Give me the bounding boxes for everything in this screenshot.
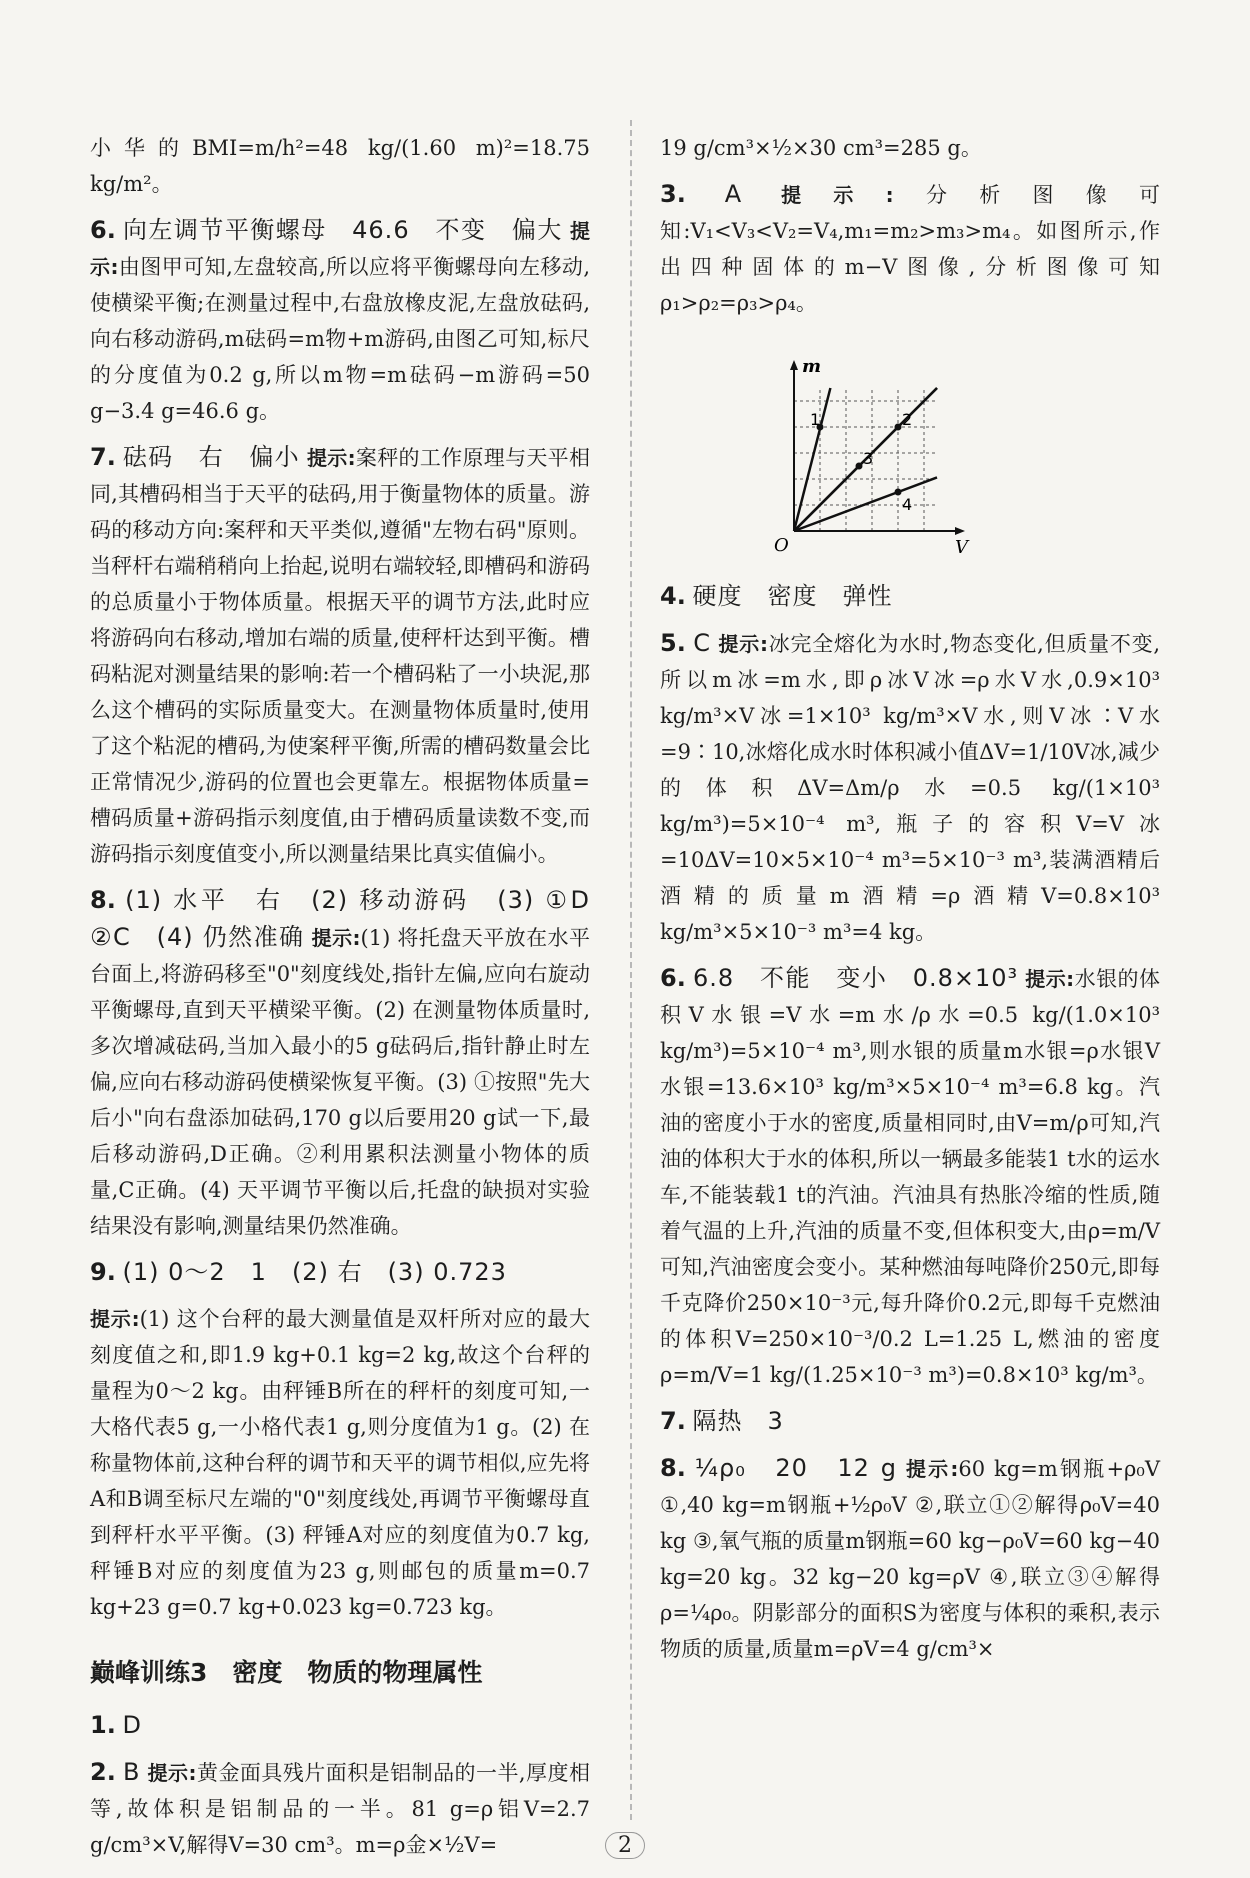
hint-label: 提示:	[90, 219, 590, 279]
hint-label: 提示:	[147, 1761, 197, 1785]
data-point-3	[856, 463, 863, 470]
question-answer: D	[122, 1711, 142, 1739]
question-answer: 砝码 右 偏小	[122, 443, 300, 471]
hint-label: 提示:	[718, 632, 768, 656]
left-paragraph-4	[90, 1254, 590, 1291]
question-number: 8.	[660, 1454, 686, 1482]
question-answer: 6.8 不能 变小 0.8×10³	[692, 964, 1019, 992]
question-answer: (1) 0～2 1 (2) 右 (3) 0.723	[122, 1258, 507, 1286]
hint-text: 案秤的工作原理与天平相同,其槽码相当于天平的砝码,用于衡量物体的质量。游码的移动方向:案秤和天平类似,遵循"左物右码"原则。当秤杆右端稍稍向上抬起,说明右端较轻,即槽码和游码的总质量小于物体质量。根据天平的调节方法,此时应将游码向右移动,增加右端的质量,使秤杆达到平衡。槽码粘泥对测量结果的影响:若一个槽码粘了一小块泥,那么这个槽码的实际质量变大。在测量物体质量时,使用了这个粘泥的槽码,为使案秤平衡,所需的槽码数量会比正常情况少,游码的位置也会更靠左。根据物体质量=槽码质量+游码指示刻度值,由于槽码质量读数不变,而游码指示刻度值变小,所以测量结果比真实值偏小。	[90, 446, 590, 866]
question-number: 2.	[90, 1758, 116, 1786]
question-answer: 隔热 3	[692, 1407, 784, 1435]
section-title: 巅峰训练3 密度 物质的物理属性	[90, 1658, 483, 1687]
question-number: 6.	[660, 964, 686, 992]
left-column	[90, 130, 590, 1873]
question-answer: B	[122, 1758, 141, 1786]
y-axis-arrow	[790, 360, 798, 370]
question-number: 1.	[90, 1711, 116, 1739]
hint-label: 提示:	[90, 1307, 140, 1331]
data-point-4	[895, 489, 902, 496]
question-number: 3.	[660, 180, 686, 208]
y-axis-label: m	[802, 356, 822, 377]
data-point-label-3: 3	[863, 449, 874, 468]
x-axis-label: V	[955, 537, 968, 558]
data-point-label-2: 2	[902, 410, 913, 429]
hint-text: 分析图像可知:V₁<V₃<V₂=V₄,m₁=m₂>m₃>m₄。如图所示,作出四种固体的m−V图像,分析图像可知ρ₁>ρ₂=ρ₃>ρ₄。	[660, 183, 1161, 315]
right-paragraph-1	[660, 176, 1160, 321]
question-number: 9.	[90, 1258, 116, 1286]
data-point-label-1: 1	[810, 410, 821, 429]
origin-label: O	[774, 535, 789, 556]
left-paragraph-5	[90, 1301, 590, 1625]
question-number: 5.	[660, 629, 686, 657]
paragraph-text: 19 g/cm³×½×30 cm³=285 g。	[660, 136, 982, 160]
left-paragraph-2	[90, 439, 590, 872]
hint-label: 提示:	[905, 1457, 959, 1481]
hint-label: 提示:	[306, 446, 356, 470]
left-paragraph-3	[90, 882, 590, 1244]
paragraph-text: 小华的BMI=m/h²=48 kg/(1.60 m)²=18.75 kg/m²。	[90, 136, 590, 196]
hint-text: 水银的体积V水银=V水=m水/ρ水=0.5 kg/(1.0×10³ kg/m³)=5×10⁻⁴ m³,则水银的质量m水银=ρ水银V水银=13.6×10³ kg/m³×5×10⁻⁴ m³=6.8 kg。汽油的密度小于水的密度,质量相同时,由V=m/ρ可知,汽油的体积大于水的体积,所以一辆最多能装1 t水的运水车,不能装载1 t的汽油。汽油具有热胀冷缩的性质,随着气温的上升,汽油的质量不变,但体积变大,由ρ=m/V可知,汽油密度会变小。某种燃油每吨降价250元,即每千克降价250×10⁻³元,每升降价0.2元,即每千克燃油的体积V=250×10⁻³/0.2 L=1.25 L,燃油的密度ρ=m/V=1 kg/(1.25×10⁻³ m³)=0.8×10³ kg/m³。	[660, 967, 1160, 1387]
hint-label: 提示:	[781, 183, 894, 207]
data-point-label-4: 4	[902, 495, 913, 514]
question-number: 4.	[660, 582, 686, 610]
left-paragraph-1	[90, 212, 590, 429]
hint-label: 提示:	[1025, 967, 1075, 991]
hint-text: (1) 将托盘天平放在水平台面上,将游码移至"0"刻度线处,指针左偏,应向右旋动平衡螺母,直到天平横梁平衡。(2) 在测量物体质量时,多次增减砝码,当加入最小的5 g砝码后,指针静止时左偏,应向右移动游码使横梁恢复平衡。(3) ①按照"先大后小"向右盘添加砝码,170 g以后要用20 g试一下,最后移动游码,D正确。②利用累积法测量小物体的质量,C正确。(4) 天平调节平衡以后,托盘的缺损对实验结果没有影响,测量结果仍然准确。	[90, 926, 590, 1238]
section-item-0	[90, 1707, 590, 1744]
right-paragraph-3	[660, 625, 1160, 950]
question-answer: C	[693, 629, 712, 657]
page-number: 2	[605, 1832, 645, 1859]
question-number: 8.	[90, 886, 116, 914]
question-answer: 向左调节平衡螺母 46.6 不变 偏大	[122, 216, 563, 244]
right-column	[660, 130, 1160, 1677]
column-divider	[630, 120, 632, 1820]
question-answer: 硬度 密度 弹性	[692, 582, 893, 610]
hint-text: 60 kg=m钢瓶+ρ₀V ①,40 kg=m钢瓶+½ρ₀V ②,联立①②解得ρ₀V=40 kg ③,氧气瓶的质量m钢瓶=60 kg−ρ₀V=60 kg−40 kg=20 kg。32 kg−20 kg=ρV ④,联立③④解得ρ=¼ρ₀。阴影部分的面积S为密度与体积的乘积,表示物质的质量,质量m=ρV=4 g/cm³×	[660, 1457, 1160, 1661]
data-point-2	[895, 424, 902, 431]
question-answer: A	[724, 180, 743, 208]
question-answer: (1) 水平 右 (2) 移动游码 (3) ①D ②C (4) 仍然准确	[90, 886, 590, 951]
hint-text: 由图甲可知,左盘较高,所以应将平衡螺母向左移动,使横梁平衡;在测量过程中,右盘放橡皮泥,左盘放砝码,向右移动游码,m砝码=m物+m游码,由图乙可知,标尺的分度值为0.2 g,所以m物=m砝码−m游码=50 g−3.4 g=46.6 g。	[90, 255, 590, 423]
right-paragraph-6	[660, 1450, 1160, 1667]
page-footer	[0, 1832, 1250, 1859]
question-number: 7.	[660, 1407, 686, 1435]
m-v-chart	[770, 331, 990, 561]
series-line-4	[794, 477, 937, 531]
hint-text: 冰完全熔化为水时,物态变化,但质量不变,所以m冰=m水,即ρ冰V冰=ρ水V水,0.9×10³ kg/m³×V冰=1×10³ kg/m³×V水,则V冰∶V水=9∶10,冰熔化成水时体积减小值ΔV=1/10V冰,减少的体积ΔV=Δm/ρ水=0.5 kg/(1×10³ kg/m³)=5×10⁻⁴ m³,瓶子的容积V=V冰=10ΔV=10×5×10⁻⁴ m³=5×10⁻³ m³,装满酒精后酒精的质量m酒精=ρ酒精V=0.8×10³ kg/m³×5×10⁻³ m³=4 kg。	[660, 632, 1160, 944]
m-v-graph	[770, 331, 1160, 566]
right-paragraph-0	[660, 130, 1160, 166]
question-number: 7.	[90, 443, 116, 471]
x-axis-arrow	[955, 527, 965, 535]
right-paragraph-4	[660, 960, 1160, 1393]
hint-label: 提示:	[311, 926, 361, 950]
question-number: 6.	[90, 216, 116, 244]
right-paragraph-2	[660, 578, 1160, 615]
left-paragraph-0	[90, 130, 590, 202]
question-answer: ¼ρ₀ 20 12 g	[694, 1454, 898, 1482]
right-paragraph-5	[660, 1403, 1160, 1440]
hint-text: (1) 这个台秤的最大测量值是双杆所对应的最大刻度值之和,即1.9 kg+0.1 kg=2 kg,故这个台秤的量程为0～2 kg。由秤锤B所在的秤杆的刻度可知,一大格代表5 g,一小格代表1 g,则分度值为1 g。(2) 在称量物体前,这种台秤的调节和天平的调节相似,应先将A和B调至标尺左端的"0"刻度线处,再调节平衡螺母直到秤杆水平平衡。(3) 秤锤A对应的刻度值为0.7 kg,秤锤B对应的刻度值为23 g,则邮包的质量m=0.7 kg+23 g=0.7 kg+0.023 kg=0.723 kg。	[90, 1307, 590, 1619]
hint-text: 黄金面具残片面积是铝制品的一半,厚度相等,故体积是铝制品的一半。81 g=ρ铝V=2.7 g/cm³×V,解得V=30 cm³。m=ρ金×½V=	[90, 1761, 590, 1857]
